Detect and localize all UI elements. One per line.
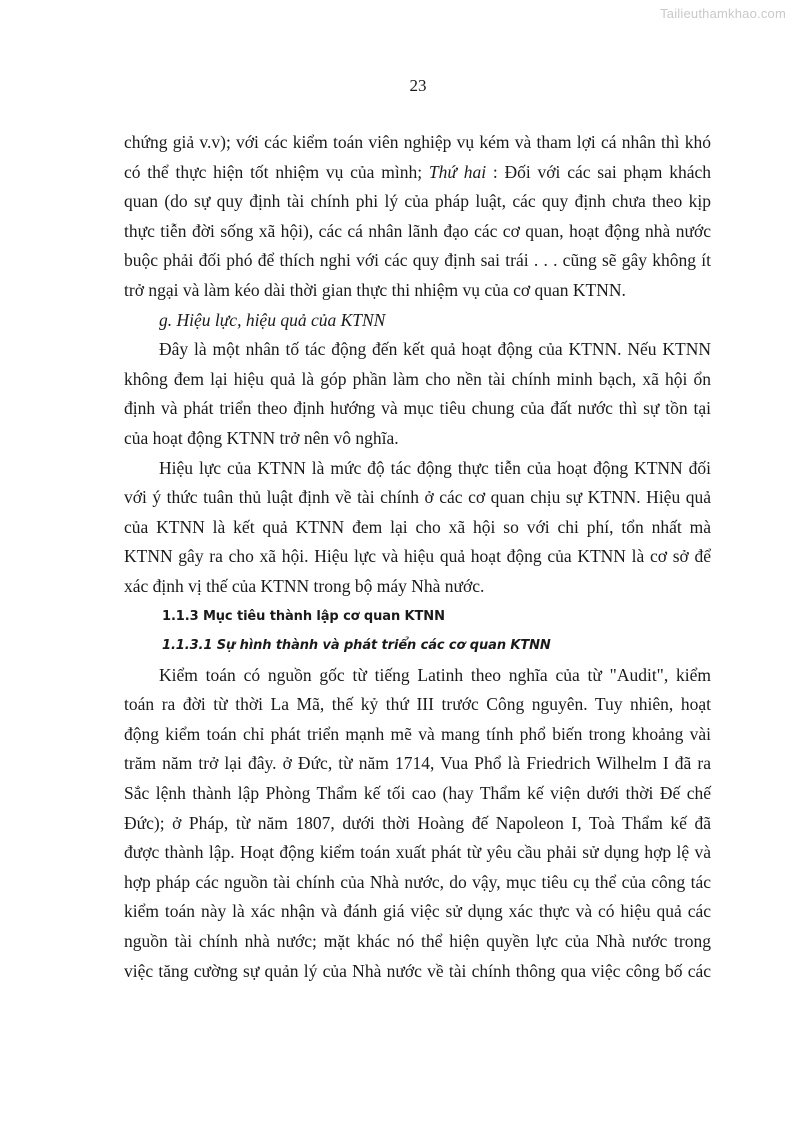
text-line: [124, 306, 711, 336]
text-line: [124, 454, 711, 484]
text-run: Đây là một nhân tố tác động đến kết quả hoạt động của KTNN. Nếu KTNN: [159, 339, 711, 360]
text-line: [124, 838, 711, 868]
text-run: Kiểm toán có nguồn gốc từ tiếng Latinh theo nghĩa của từ "Audit", kiểm: [159, 664, 711, 685]
text-line: [124, 335, 711, 365]
text-line: [124, 483, 711, 513]
text-run: toán ra đời từ thời La Mã, thế kỷ thứ III trước Công nguyên. Tuy nhiên, hoạt: [124, 694, 711, 715]
text-run: : Đối với các sai phạm khách: [486, 161, 711, 182]
text-line: [124, 661, 711, 691]
subsection-heading: [124, 631, 711, 661]
text-run: 1.1.3.1 Sự hình thành và phát triển các cơ quan KTNN: [162, 638, 551, 654]
text-run: định và phát triển theo định hướng và mục tiêu chung của đất nước thì sự tồn tại: [124, 398, 711, 419]
text-run: xác định vị thế của KTNN trong bộ máy Nhà nước.: [124, 575, 485, 596]
text-run: Thứ hai: [428, 161, 487, 182]
text-run: trăm năm trở lại đây. ở Đức, từ năm 1714, Vua Phổ là Friedrich Wilhelm I đã ra: [124, 753, 711, 774]
section-heading: [124, 602, 711, 632]
text-run: g. Hiệu lực, hiệu quả của KTNN: [159, 309, 386, 330]
text-run: chứng giả v.v); với các kiểm toán viên nghiệp vụ kém và tham lợi cá nhân thì khó: [124, 132, 711, 152]
text-run: của KTNN là kết quả KTNN đem lại cho xã hội so với chi phí, tổn nhất mà: [124, 516, 711, 537]
text-line: [124, 128, 711, 158]
text-line: [124, 424, 711, 454]
page-number: 23: [409, 76, 427, 95]
document-body: [124, 128, 711, 986]
text-line: [124, 749, 711, 779]
text-line: [124, 365, 711, 395]
text-line: [124, 927, 711, 957]
text-run: Hiệu lực của KTNN là mức độ tác động thực tiễn của hoạt động KTNN đối: [159, 457, 711, 478]
text-line: [124, 690, 711, 720]
text-run: trở ngại và làm kéo dài thời gian thực thi nhiệm vụ của cơ quan KTNN.: [124, 279, 626, 300]
text-line: [124, 542, 711, 572]
text-run: KTNN gây ra cho xã hội. Hiệu lực và hiệu quả hoạt động của KTNN là cơ sở để: [124, 546, 711, 567]
text-line: [124, 572, 711, 602]
text-run: Sắc lệnh thành lập Phòng Thẩm kế tối cao (hay Thẩm kế viện dưới thời Đế chế: [124, 783, 711, 804]
text-line: [124, 957, 711, 987]
text-line: [124, 158, 711, 188]
text-line: [124, 720, 711, 750]
watermark: Tailieuthamkhao.com: [660, 6, 786, 21]
text-line: [124, 868, 711, 898]
text-run: với ý thức tuân thủ luật định về tài chính ở các cơ quan chịu sự KTNN. Hiệu quả: [124, 487, 711, 508]
text-run: quan (do sự quy định tài chính phi lý của pháp luật, các quy định chưa theo kịp: [124, 191, 711, 212]
text-run: động kiểm toán chỉ phát triển mạnh mẽ và mang tính phổ biến trong khoảng vài: [124, 723, 711, 744]
text-line: [124, 779, 711, 809]
text-run: có thể thực hiện tốt nhiệm vụ của mình;: [124, 161, 429, 182]
text-line: [124, 897, 711, 927]
text-run: 1.1.3 Mục tiêu thành lập cơ quan KTNN: [162, 608, 445, 624]
text-run: thực tiễn đời sống xã hội), các cá nhân lãnh đạo các cơ quan, hoạt động nhà nước: [124, 220, 711, 241]
text-run: kiểm toán này là xác nhận và đánh giá việc sử dụng xác thực và có hiệu quả các: [124, 901, 711, 922]
text-run: được thành lập. Hoạt động kiểm toán xuất phát từ yêu cầu phải sử dụng hợp lệ và: [124, 842, 711, 863]
text-run: của hoạt động KTNN trở nên vô nghĩa.: [124, 427, 399, 448]
text-run: buộc phải đối phó để thích nghi với các quy định sai trái . . . cũng sẽ gây không ít: [124, 250, 711, 271]
text-line: [124, 513, 711, 543]
text-line: [124, 276, 711, 306]
text-run: không đem lại hiệu quả là góp phần làm cho nền tài chính minh bạch, xã hội ổn: [124, 368, 711, 389]
text-run: hợp pháp các nguồn tài chính của Nhà nước, do vậy, mục tiêu cụ thể của công tác: [124, 871, 711, 892]
text-line: [124, 246, 711, 276]
text-run: việc tăng cường sự quản lý của Nhà nước về tài chính thông qua việc công bố các: [124, 960, 711, 981]
text-line: [124, 809, 711, 839]
text-run: Đức); ở Pháp, từ năm 1807, dưới thời Hoàng đế Napoleon I, Toà Thẩm kế đã: [124, 812, 711, 833]
text-line: [124, 187, 711, 217]
text-line: [124, 394, 711, 424]
text-run: nguồn tài chính nhà nước; mặt khác nó thể hiện quyền lực của Nhà nước trong: [124, 931, 711, 952]
text-line: [124, 217, 711, 247]
